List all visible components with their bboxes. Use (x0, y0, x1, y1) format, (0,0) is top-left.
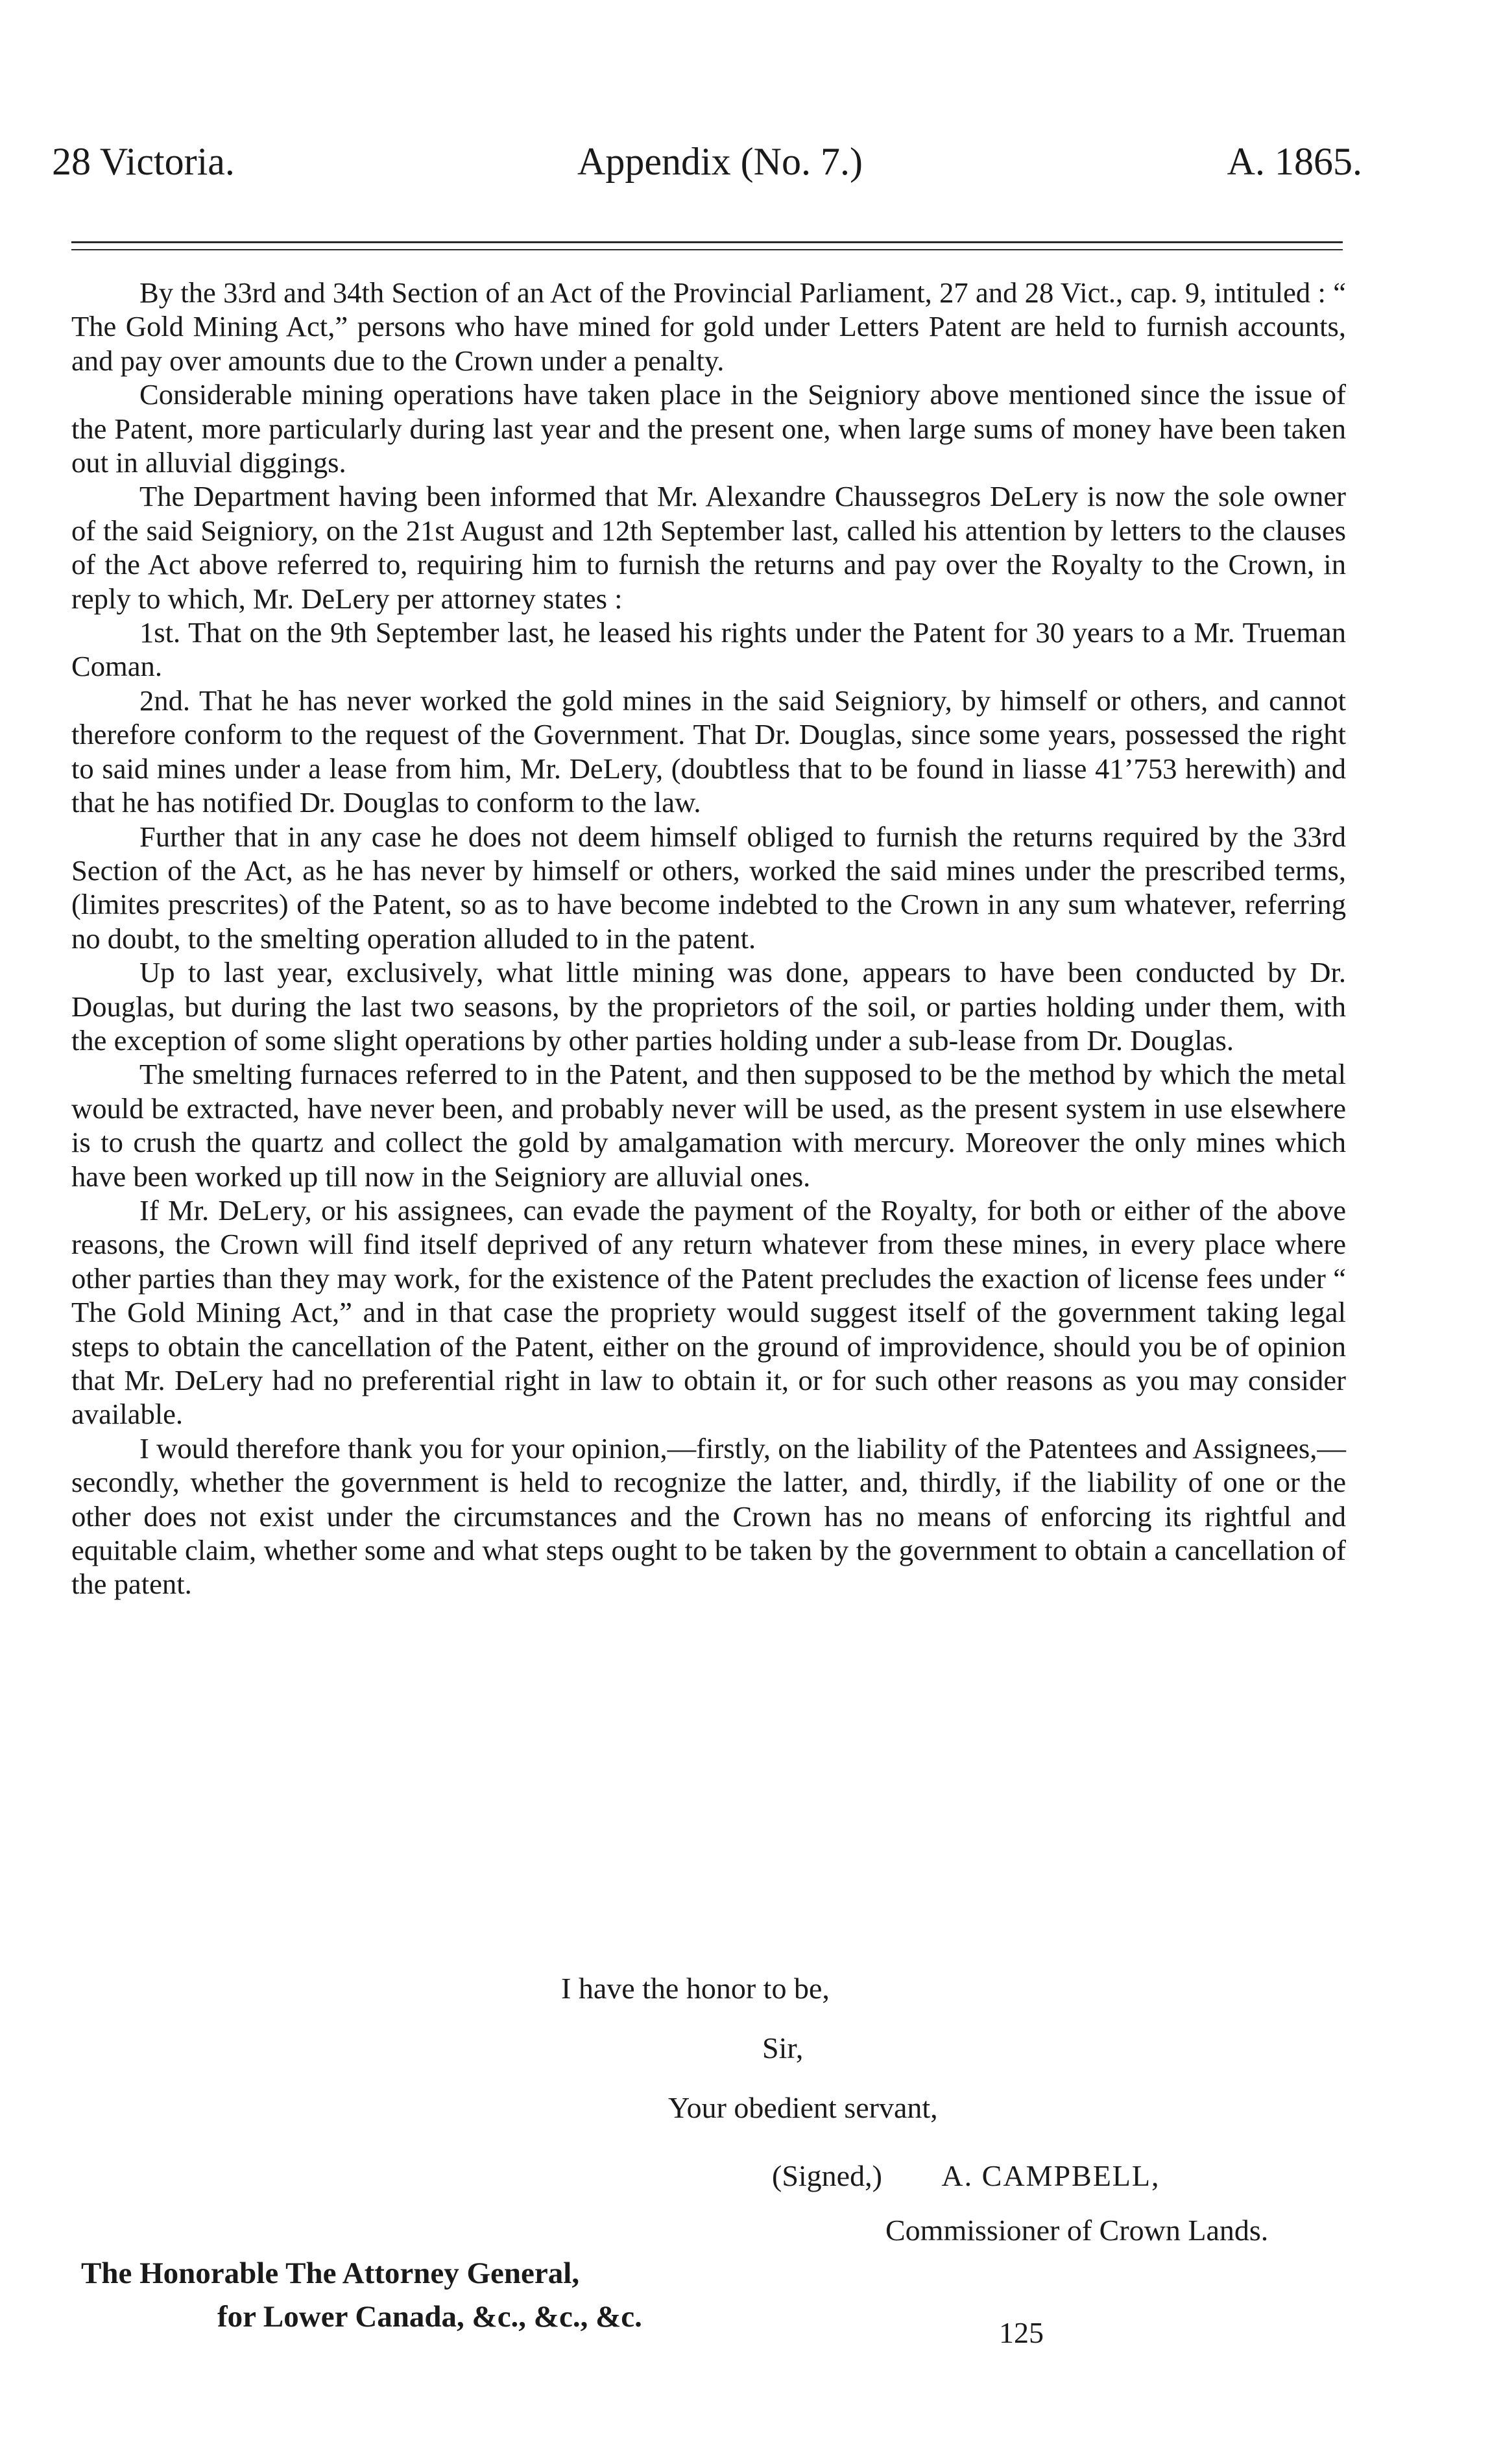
paragraph-4: 1st. That on the 9th September last, he leased his rights under the Patent for 30 years to a Mr. Trueman Coman. (71, 616, 1346, 683)
paragraph-2: Considerable mining operations have taken place in the Seigniory above mentioned since the issue of the Patent, more particularly during last year and the present one, when large sums of money have been taken out in alluvial diggings. (71, 378, 1346, 479)
addressee-line-1: The Honorable The Attorney General, (81, 2256, 580, 2290)
signature-line (772, 2159, 1317, 2193)
paragraph-7: Up to last year, exclusively, what little mining was done, appears to have been conducted by Dr. Douglas, but during the last two seasons, by the proprietors of the soil, or parties holding under them, with the exception of some slight operations by other parties holding under a sub-lease from Dr. Douglas. (71, 956, 1346, 1057)
signer-name: A. CAMPBELL, (941, 2159, 1160, 2192)
header-session: 28 Victoria. (52, 140, 235, 183)
paragraph-8: The smelting furnaces referred to in the Patent, and then supposed to be the method by which the metal would be extracted, have never been, and probably never will be used, as the present system in use elsewhere is to crush the quartz and collect the gold by amalgamation with mercury. Moreover the only mines which have been worked up till now in the Seigniory are alluvial ones. (71, 1058, 1346, 1193)
paragraph-9: If Mr. DeLery, or his assignees, can evade the payment of the Royalty, for both or either of the above reasons, the Crown will find itself deprived of any return whatever from these mines, in every place where other parties than they may work, for the existence of the Patent precludes the exaction of license fees under “ The Gold Mining Act,” and in that case the propriety would suggest itself of the government taking legal steps to obtain the cancellation of the Patent, either on the ground of improvidence, should you be of opinion that Mr. DeLery had no preferential right in law to obtain it, or for such other reasons as you may consider available. (71, 1193, 1346, 1431)
paragraph-6: Further that in any case he does not deem himself obliged to furnish the returns required by the 33rd Section of the Act, as he has never by himself or others, worked the said mines under the prescribed terms, (limites prescrites) of the Patent, so as to have become indebted to the Crown in any sum whatever, referring no doubt, to the smelting operation alluded to in the patent. (71, 820, 1346, 955)
addressee-line-2: for Lower Canada, &c., &c., &c. (217, 2300, 642, 2334)
header-rule-bottom (71, 249, 1343, 250)
signer-title: Commissioner of Crown Lands. (885, 2214, 1269, 2247)
paragraph-10: I would therefore thank you for your opinion,—firstly, on the liability of the Patentees and Assignees,—secondly, whether the government is held to recognize the latter, and, thirdly, if the liability of one or the other does not exist under the circumstances and the Crown has no means of enforcing its rightful and equitable claim, whether some and what steps ought to be taken by the government to obtain a cancellation of the patent. (71, 1431, 1346, 1601)
closing-honor: I have the honor to be, (561, 1972, 830, 2005)
closing-salutation: Sir, (762, 2031, 804, 2064)
closing-servant: Your obedient servant, (668, 2091, 938, 2124)
letter-body (71, 276, 1346, 1601)
signed-label: (Signed,) (772, 2159, 882, 2192)
page-number: 125 (999, 2316, 1044, 2349)
paragraph-5: 2nd. That he has never worked the gold mines in the said Seigniory, by himself or others, and cannot therefore conform to the request of the Government. That Dr. Douglas, since some years, possessed the right to said mines under a lease from him, Mr. DeLery, (doubtless that to be found in liasse 41’753 herewith) and that he has notified Dr. Douglas to conform to the law. (71, 684, 1346, 819)
header-rule-top (71, 241, 1343, 243)
paragraph-3: The Department having been informed that Mr. Alexandre Chaussegros DeLery is now the sole owner of the said Seigniory, on the 21st August and 12th September last, called his attention by letters to the clauses of the Act above referred to, requiring him to furnish the returns and pay over the Royalty to the Crown, in reply to which, Mr. DeLery per attorney states : (71, 480, 1346, 615)
paragraph-1: By the 33rd and 34th Section of an Act of the Provincial Parliament, 27 and 28 Vict., cap. 9, intituled : “ The Gold Mining Act,” persons who have mined for gold under Letters Patent are held to furnish accounts, and pay over amounts due to the Crown under a penalty. (71, 276, 1346, 377)
header-appendix: Appendix (No. 7.) (577, 140, 863, 183)
header-year: A. 1865. (1227, 140, 1362, 183)
page-header (52, 139, 1362, 198)
